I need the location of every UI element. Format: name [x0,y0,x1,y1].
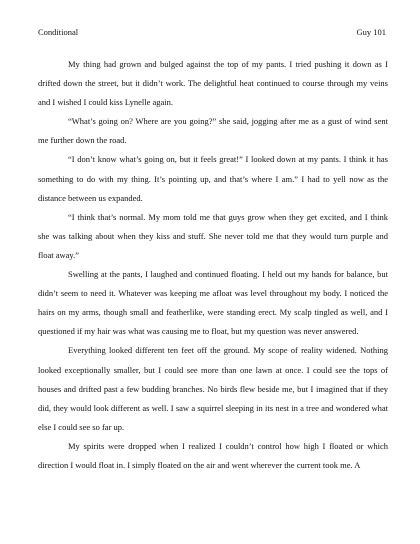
header-author-page: Guy 101 [356,27,386,37]
paragraph: “I think that’s normal. My mom told me that guys grow when they get excited, and I think she was talking about when they kiss and stuff. She never told me that they would turn purple and float away.” [38,211,388,260]
header-title: Conditional [38,27,79,37]
running-header [38,26,386,38]
paragraph: Swelling at the pants, I laughed and continued floating. I held out my hands for balance, but didn’t seem to need it. Whatever was keeping me afloat was level throughout my body. I noticed the hairs on my arms, though small and featherlike, were standing erect. My scalp tingled as well, and I questioned if my hair was what was causing me to float, but my question was never answered. [38,269,388,337]
body-text [38,55,388,475]
paragraph: “What’s going on? Where are you going?” she said, jogging after me as a gust of wind sent me further down the road. [38,116,388,146]
paragraph: “I don’t know what’s going on, but it feels great!” I looked down at my pants. I think it has something to do with my thing. It’s pointing up, and that’s where I am.” I had to yell now as the distance between us expanded. [38,154,388,203]
paragraph: My spirits were dropped when I realized I couldn’t control how high I floated or which direction I would float in. I simply floated on the air and went wherever the current took me. A [38,440,388,470]
paragraph: Everything looked different ten feet off the ground. My scope of reality widened. Nothing looked exceptionally smaller, but I could see more than one lawn at once. I could see the tops of houses and drifted past a few budding branches. No birds flew beside me, but I imagined that if they did, they would look different as well. I saw a squirrel sleeping in its nest in a tree and wondered what else I could see so far up. [38,345,388,432]
paragraph: My thing had grown and bulged against the top of my pants. I tried pushing it down as I drifted down the street, but it didn’t work. The delightful heat continued to course through my veins and I wished I could kiss Lynelle again. [38,59,388,108]
